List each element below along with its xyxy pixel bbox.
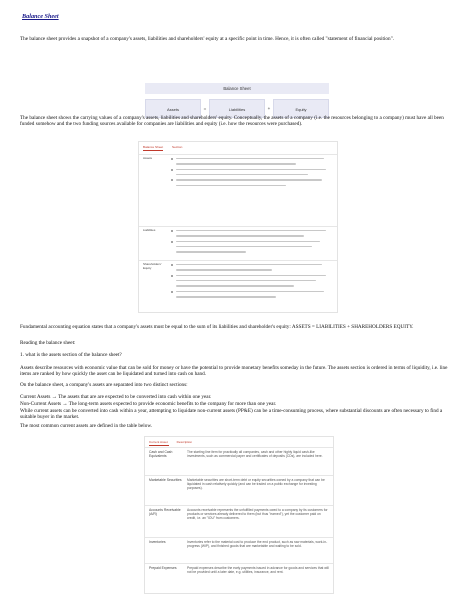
diagram-equals: = — [203, 106, 207, 111]
diagram-header: Balance Sheet — [145, 83, 329, 94]
table-intro: The most common current assets are defined in the table below. — [20, 423, 153, 429]
diagram-liabilities: Liabilities — [209, 99, 265, 118]
table-row — [145, 447, 333, 476]
diagram-assets: Assets — [145, 99, 201, 118]
table-row — [139, 226, 337, 261]
assets-definition-paragraph: Assets describe resources with economic value that can be sold for money or have the potential to provide monetary benefits someday in the future. The assets section is ordered in terms of liquidity, i.e. line items are ranked by how quickly the asset can be liquidated and turned into cash on hand. — [20, 365, 448, 378]
table-row — [145, 563, 333, 594]
table2-row-desc: The starting line item for practically all companies, cash and other highly liquid cash-like investments, such as commercial paper and certificates of deposits (CDs), are included here. — [187, 450, 323, 459]
table1-header-1: Balance Sheet — [143, 145, 164, 149]
carrying-values-paragraph: The balance sheet shows the carrying values of a company's assets, liabilities and shareholders' equity. Conceptually, the assets of a company (i.e. the resources belonging to a company) must have all been funded somehow and the two funding sources available for companies are liabilities and equity (i.e. how the resources were purchased). — [20, 115, 444, 128]
reading-balance-sheet: Reading the balance sheet: — [20, 340, 76, 346]
table1-header-2: Section — [172, 145, 183, 149]
diagram-plus: + — [267, 106, 271, 111]
table2-row-desc: Prepaid expenses describe the early payments issued in advance for goods and services that will not be provided until a later date, e.g. utilities, insurance, and rent. — [187, 566, 329, 575]
balance-sheet-sections-table — [138, 141, 338, 313]
table1-row-label: Liabilities — [143, 228, 156, 232]
current-assets-table — [144, 436, 334, 594]
table-row — [139, 154, 337, 201]
table1-row-label: Assets — [143, 156, 153, 160]
asset-sections-paragraph: On the balance sheet, a company's assets are separated into two distinct sections: — [20, 382, 188, 388]
page-title: Balance Sheet — [22, 13, 59, 20]
noncurrent-assets-definition: Non-Current Assets → The long-term assets expected to provide economic benefits to the company for more than one year. — [20, 401, 277, 407]
table2-row-desc: Inventories refer to the material cost to produce the end product, such as raw materials, work-in-progress (WIP), and finished goods that are marketable and waiting to be sold. — [187, 540, 328, 549]
accounting-equation-paragraph: Fundamental accounting equation states that a company's assets must be equal to the sum of its liabilities and shareholder's equity: ASSETS = LIABILITIES + SHAREHOLDERS EQUITY. — [20, 324, 414, 330]
table2-row-label: Inventories — [149, 540, 166, 544]
table2-row-label: Marketable Securities — [149, 478, 182, 482]
table1-row-label: Shareholders' Equity — [143, 262, 162, 270]
question-1: 1. what is the assets section of the balance sheet? — [20, 352, 122, 358]
table2-row-desc: Marketable securities are short-term debt or equity securities owned by a company that can be liquidated in cash relatively quickly (and can be traded on a public exchange for investing purposes). — [187, 478, 325, 491]
table-row — [145, 475, 333, 506]
table2-row-label: Prepaid Expenses — [149, 566, 177, 570]
diagram-equity: Equity — [273, 99, 329, 118]
liquidation-paragraph: While current assets can be converted into cash within a year, attempting to liquidate non-current assets (PP&E) can be a time-consuming process, where substantial discounts are often necessary to find a suitable buyer in the market. — [20, 408, 443, 421]
table2-header-1: Current Asset — [149, 440, 168, 444]
table-row — [145, 537, 333, 564]
table2-header-2: Description — [176, 440, 193, 444]
table2-row-label: Accounts Receivable (A/R) — [149, 508, 181, 517]
current-assets-definition: Current Assets → The assets that are are expected to be converted into cash within one year. — [20, 394, 212, 400]
table-row — [139, 260, 337, 313]
intro-paragraph: The balance sheet provides a snapshot of a company's assets, liabilities and shareholders' equity at a specific point in time. Hence, it is often called "statement of financial position". — [20, 36, 395, 42]
table2-row-desc: Accounts receivable represents the unfulfilled payments owed to a company by its customers for products or services already delivered to them (but thus "earned"), yet the customer paid on credit, i.e. an "IOU" from customers. — [187, 508, 328, 521]
table-row — [145, 505, 333, 538]
table2-row-label: Cash and Cash Equivalents — [149, 450, 173, 459]
